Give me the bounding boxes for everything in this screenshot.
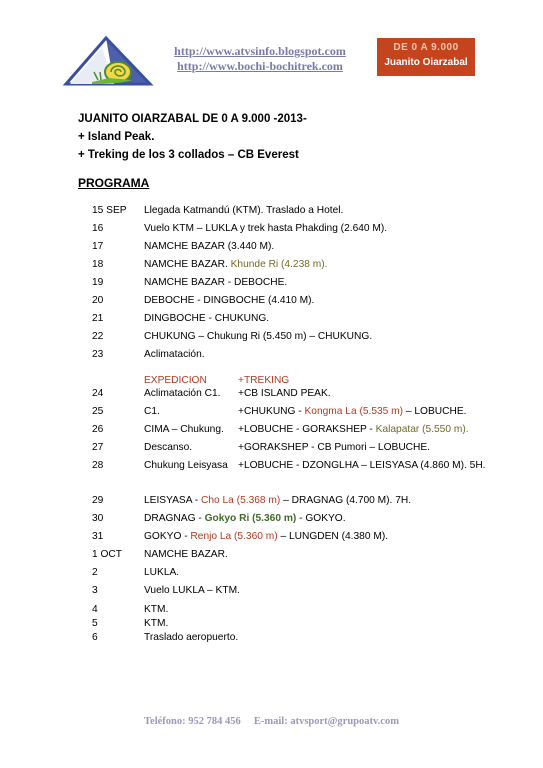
highlight-pass: Kongma La (5.535 m) — [304, 406, 404, 417]
document-title — [78, 110, 307, 164]
schedule-text: LEISYASA - Cho La (5.368 m) – DRAGNAG (4.700 M). 7H. — [144, 495, 412, 506]
schedule-day: 23 — [92, 349, 104, 360]
schedule-day: 29 — [92, 495, 104, 506]
event-badge — [377, 38, 475, 76]
schedule-text: DRAGNAG - Gokyo Ri (5.360 m) - GOKYO. — [144, 513, 346, 524]
expedicion-text: CIMA – Chukung. — [144, 424, 224, 435]
title-line-1: JUANITO OIARZABAL DE 0 A 9.000 -2013- — [78, 113, 307, 125]
footer-contact: Teléfono: 952 784 456 E-mail: atvsport@grupoatv.com — [144, 716, 399, 727]
schedule-day: 22 — [92, 331, 104, 342]
schedule-text: DEBOCHE - DINGBOCHE (4.410 M). — [144, 295, 315, 306]
treking-text: +GORAKSHEP - CB Pumori – LOBUCHE. — [238, 442, 431, 453]
highlight-pass: Renjo La (5.360 m) — [190, 531, 278, 542]
highlight-peak: Gokyo Ri (5.360 m) — [204, 513, 297, 524]
schedule-day: 24 — [92, 388, 104, 399]
title-line-2: + Island Peak. — [78, 131, 155, 143]
treking-text: +CB ISLAND PEAK. — [238, 388, 331, 399]
schedule-text: CHUKUNG – Chukung Ri (5.450 m) – CHUKUNG. — [144, 331, 373, 342]
schedule-day: 17 — [92, 241, 104, 252]
badge-subtitle: Juanito Oiarzabal — [384, 57, 468, 68]
schedule-text: DINGBOCHE - CHUKUNG. — [144, 313, 270, 324]
schedule-day: 31 — [92, 531, 104, 542]
schedule-text: Vuelo LUKLA – KTM. — [144, 585, 240, 596]
schedule-text: NAMCHE BAZAR. — [144, 549, 228, 560]
schedule-text: KTM. — [144, 618, 169, 629]
expedicion-text: C1. — [144, 406, 160, 417]
treking-heading: +TREKING — [238, 375, 290, 386]
schedule-day: 18 — [92, 259, 104, 270]
schedule-text: NAMCHE BAZAR. Khunde Ri (4.238 m). — [144, 259, 328, 270]
schedule-text: Aclimatación. — [144, 349, 205, 360]
schedule-day: 26 — [92, 424, 104, 435]
schedule-text: NAMCHE BAZAR (3.440 M). — [144, 241, 275, 252]
schedule-day: 28 — [92, 460, 104, 471]
blog-link[interactable]: http://www.atvsinfo.blogspot.com — [174, 44, 346, 58]
schedule-day: 1 OCT — [92, 549, 123, 560]
expedicion-text: Descanso. — [144, 442, 193, 453]
schedule-day: 20 — [92, 295, 104, 306]
schedule-text: LUKLA. — [144, 567, 180, 578]
schedule-day: 19 — [92, 277, 104, 288]
treking-text: +LOBUCHE - DZONGLHA – LEISYASA (4.860 M). 5H. — [238, 460, 486, 471]
schedule-day: 27 — [92, 442, 104, 453]
schedule-text: KTM. — [144, 604, 169, 615]
schedule-text: NAMCHE BAZAR - DEBOCHE. — [144, 277, 288, 288]
schedule-text: Vuelo KTM – LUKLA y trek hasta Phakding (2.640 M). — [144, 223, 388, 234]
schedule-day: 25 — [92, 406, 104, 417]
expedicion-text: Aclimatación C1. — [144, 388, 221, 399]
schedule-day: 3 — [92, 585, 98, 596]
schedule-day: 4 — [92, 604, 98, 615]
schedule-text: Llegada Katmandú (KTM). Traslado a Hotel. — [144, 205, 344, 216]
schedule-day: 15 SEP — [92, 205, 127, 216]
highlight-peak: Khunde Ri (4.238 m). — [230, 259, 328, 270]
schedule-day: 21 — [92, 313, 104, 324]
highlight-pass: Cho La (5.368 m) — [201, 495, 281, 506]
schedule-day: 30 — [92, 513, 104, 524]
badge-title: DE 0 A 9.000 — [393, 42, 459, 53]
header-links — [162, 44, 358, 74]
schedule-text: GOKYO - Renjo La (5.360 m) – LUNGDEN (4.380 M). — [144, 531, 389, 542]
schedule-day: 16 — [92, 223, 104, 234]
schedule-text: Traslado aeropuerto. — [144, 632, 239, 643]
highlight-peak: Kalapatar (5.550 m). — [375, 424, 469, 435]
trek-site-link[interactable]: http://www.bochi-bochitrek.com — [177, 59, 343, 73]
atvs-snail-mountain-logo — [62, 34, 154, 88]
schedule-day: 6 — [92, 632, 98, 643]
expedicion-heading: EXPEDICION — [144, 375, 207, 386]
expedicion-text: Chukung Leisyasa — [144, 460, 228, 471]
program-heading: PROGRAMA — [78, 176, 150, 190]
schedule-day: 2 — [92, 567, 98, 578]
treking-text: +CHUKUNG - Kongma La (5.535 m) – LOBUCHE. — [238, 406, 467, 417]
treking-text: +LOBUCHE - GORAKSHEP - Kalapatar (5.550 m). — [238, 424, 469, 435]
schedule-day: 5 — [92, 618, 98, 629]
title-line-3: + Treking de los 3 collados – CB Everest — [78, 149, 299, 161]
